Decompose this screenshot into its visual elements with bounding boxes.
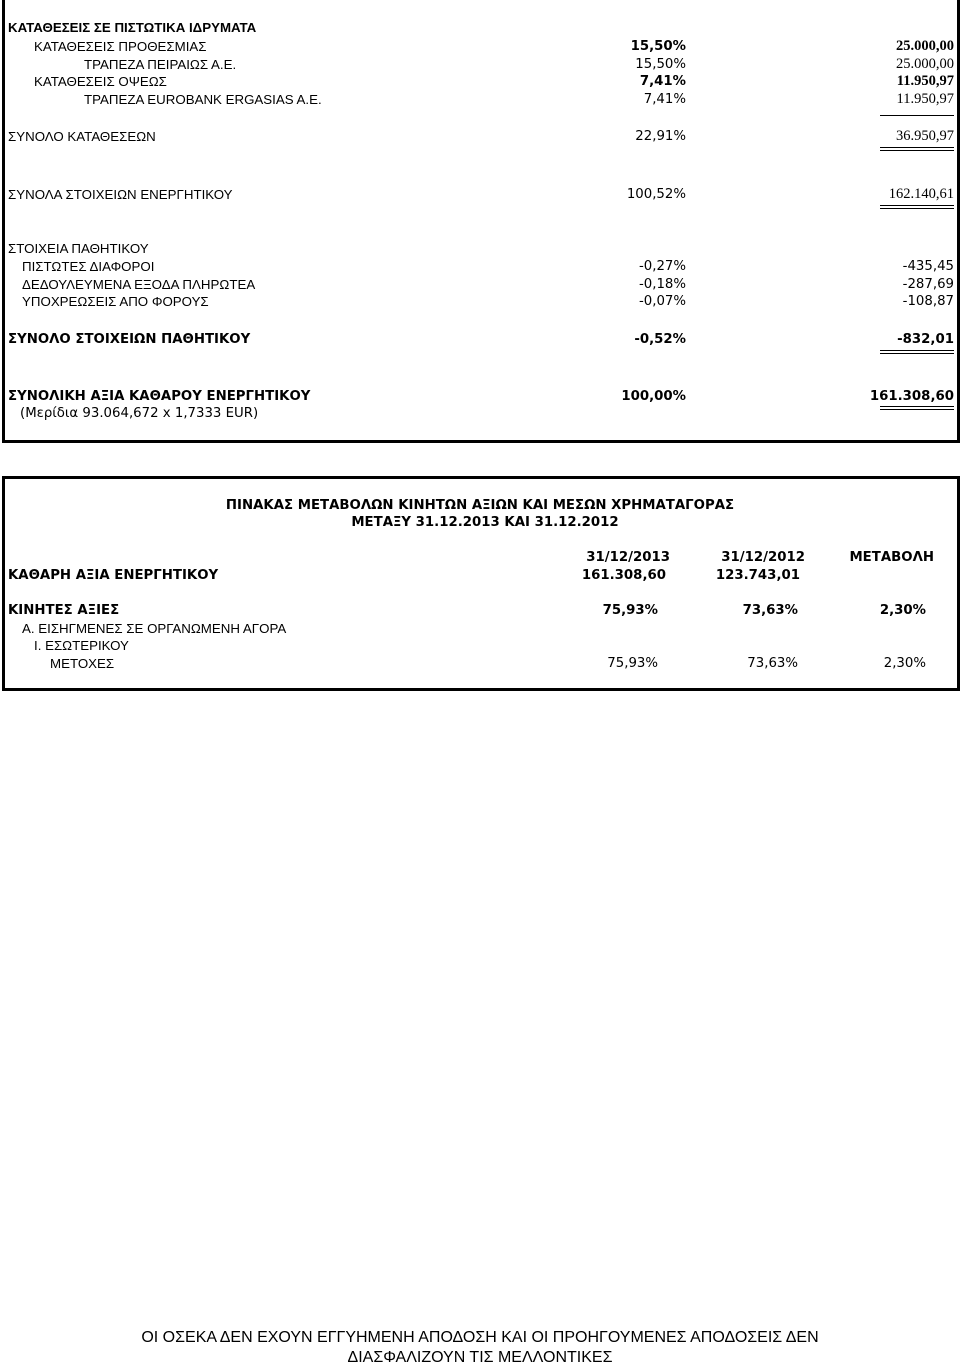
listed-label: Α. ΕΙΣΗΓΜΕΝΕΣ ΣΕ ΟΡΓΑΝΩΜΕΝΗ ΑΓΟΡΑ xyxy=(22,621,287,636)
sight-deposits-amount: 11.950,97 xyxy=(896,73,954,89)
col-header-change: ΜΕΤΑΒΟΛΗ xyxy=(849,550,934,565)
deposits-total-pct: 22,91% xyxy=(635,129,686,144)
sight-deposits-label: ΚΑΤΑΘΕΣΕΙΣ ΟΨΕΩΣ xyxy=(34,74,167,89)
deposits-heading: ΚΑΤΑΘΕΣΕΙΣ ΣΕ ΠΙΣΤΩΤΙΚΑ ΙΔΡΥΜΑΤΑ xyxy=(8,20,257,35)
piraeus-pct: 15,50% xyxy=(635,57,686,72)
tax-liabilities-amount: -108,87 xyxy=(902,294,954,309)
term-deposits-label: ΚΑΤΑΘΕΣΕΙΣ ΠΡΟΘΕΣΜΙΑΣ xyxy=(34,39,207,54)
units-note: (Μερίδια 93.064,672 x 1,7333 EUR) xyxy=(20,406,259,421)
col-header-2012: 31/12/2012 xyxy=(721,550,805,565)
assets-total-pct: 100,52% xyxy=(626,187,686,202)
accrued-expenses-amount: -287,69 xyxy=(902,277,954,292)
piraeus-label: ΤΡΑΠΕΖΑ ΠΕΙΡΑΙΩΣ Α.Ε. xyxy=(84,57,237,72)
total-double-rule xyxy=(880,147,954,151)
term-deposits-pct: 15,50% xyxy=(630,39,686,54)
shares-change: 2,30% xyxy=(883,656,926,671)
nav-label: ΣΥΝΟΛΙΚΗ ΑΞΙΑ ΚΑΘΑΡΟΥ ΕΝΕΡΓΗΤΙΚΟΥ xyxy=(8,389,311,404)
eurobank-label: ΤΡΑΠΕΖΑ EUROBANK ERGASIAS A.E. xyxy=(84,92,322,107)
disclaimer-line-2: ΔΙΑΣΦΑΛΙΖΟΥΝ ΤΙΣ ΜΕΛΛΟΝΤΙΚΕΣ xyxy=(347,1349,613,1366)
liabilities-total-pct: -0,52% xyxy=(634,332,686,347)
deposits-total-amount: 36.950,97 xyxy=(896,128,954,144)
net-assets-label: ΚΑΘΑΡΗ ΑΞΙΑ ΕΝΕΡΓΗΤΙΚΟΥ xyxy=(8,568,219,583)
total-double-rule xyxy=(880,406,954,410)
liabilities-total-label: ΣΥΝΟΛΟ ΣΤΟΙΧΕΙΩΝ ΠΑΘΗΤΙΚΟΥ xyxy=(8,332,251,347)
net-assets-2012: 123.743,01 xyxy=(715,568,800,583)
shares-2012: 73,63% xyxy=(747,656,798,671)
changes-table-subtitle: ΜΕΤΑΞΥ 31.12.2013 ΚΑΙ 31.12.2012 xyxy=(351,515,619,530)
subtotal-rule xyxy=(880,115,954,116)
col-header-2013: 31/12/2013 xyxy=(586,550,670,565)
domestic-label: Ι. ΕΣΩΤΕΡΙΚΟΥ xyxy=(34,638,129,653)
net-assets-2013: 161.308,60 xyxy=(581,568,666,583)
shares-label: ΜΕΤΟΧΕΣ xyxy=(50,656,115,671)
creditors-amount: -435,45 xyxy=(902,259,954,274)
securities-change: 2,30% xyxy=(879,603,926,618)
eurobank-pct: 7,41% xyxy=(643,92,686,107)
piraeus-amount: 25.000,00 xyxy=(896,56,954,72)
liabilities-total-amount: -832,01 xyxy=(897,332,954,347)
term-deposits-amount: 25.000,00 xyxy=(896,38,954,54)
eurobank-amount: 11.950,97 xyxy=(896,91,954,107)
disclaimer-line-1: ΟΙ ΟΣΕΚΑ ΔΕΝ ΕΧΟΥΝ ΕΓΓΥΗΜΕΝΗ ΑΠΟΔΟΣΗ ΚΑΙ ΟΙ ΠΡΟΗΓΟΥΜΕΝΕΣ ΑΠΟΔΟΣΕΙΣ ΔΕΝ xyxy=(141,1329,819,1346)
changes-table-title: ΠΙΝΑΚΑΣ ΜΕΤΑΒΟΛΩΝ ΚΙΝΗΤΩΝ ΑΞΙΩΝ ΚΑΙ ΜΕΣΩΝ ΧΡΗΜΑΤΑΓΟΡΑΣ xyxy=(225,498,735,513)
tax-liabilities-label: ΥΠΟΧΡΕΩΣΕΙΣ ΑΠΟ ΦΟΡΟΥΣ xyxy=(22,294,209,309)
sight-deposits-pct: 7,41% xyxy=(639,74,686,89)
accrued-expenses-label: ΔΕΔΟΥΛΕΥΜΕΝΑ ΕΞΟΔΑ ΠΛΗΡΩΤΕΑ xyxy=(22,277,256,292)
creditors-pct: -0,27% xyxy=(638,259,686,274)
nav-pct: 100,00% xyxy=(621,389,686,404)
securities-2013: 75,93% xyxy=(602,603,658,618)
accrued-expenses-pct: -0,18% xyxy=(638,277,686,292)
shares-2013: 75,93% xyxy=(607,656,658,671)
assets-total-label: ΣΥΝΟΛΑ ΣΤΟΙΧΕΙΩΝ ΕΝΕΡΓΗΤΙΚΟΥ xyxy=(8,187,233,202)
creditors-label: ΠΙΣΤΩΤΕΣ ΔΙΑΦΟΡΟΙ xyxy=(22,259,155,274)
tax-liabilities-pct: -0,07% xyxy=(638,294,686,309)
securities-2012: 73,63% xyxy=(742,603,798,618)
nav-amount: 161.308,60 xyxy=(869,389,954,404)
securities-label: ΚΙΝΗΤΕΣ ΑΞΙΕΣ xyxy=(8,603,120,618)
total-double-rule xyxy=(880,350,954,354)
assets-total-amount: 162.140,61 xyxy=(888,186,954,202)
liabilities-heading: ΣΤΟΙΧΕΙΑ ΠΑΘΗΤΙΚΟΥ xyxy=(8,241,149,256)
total-double-rule xyxy=(880,205,954,209)
deposits-total-label: ΣΥΝΟΛΟ ΚΑΤΑΘΕΣΕΩΝ xyxy=(8,129,156,144)
